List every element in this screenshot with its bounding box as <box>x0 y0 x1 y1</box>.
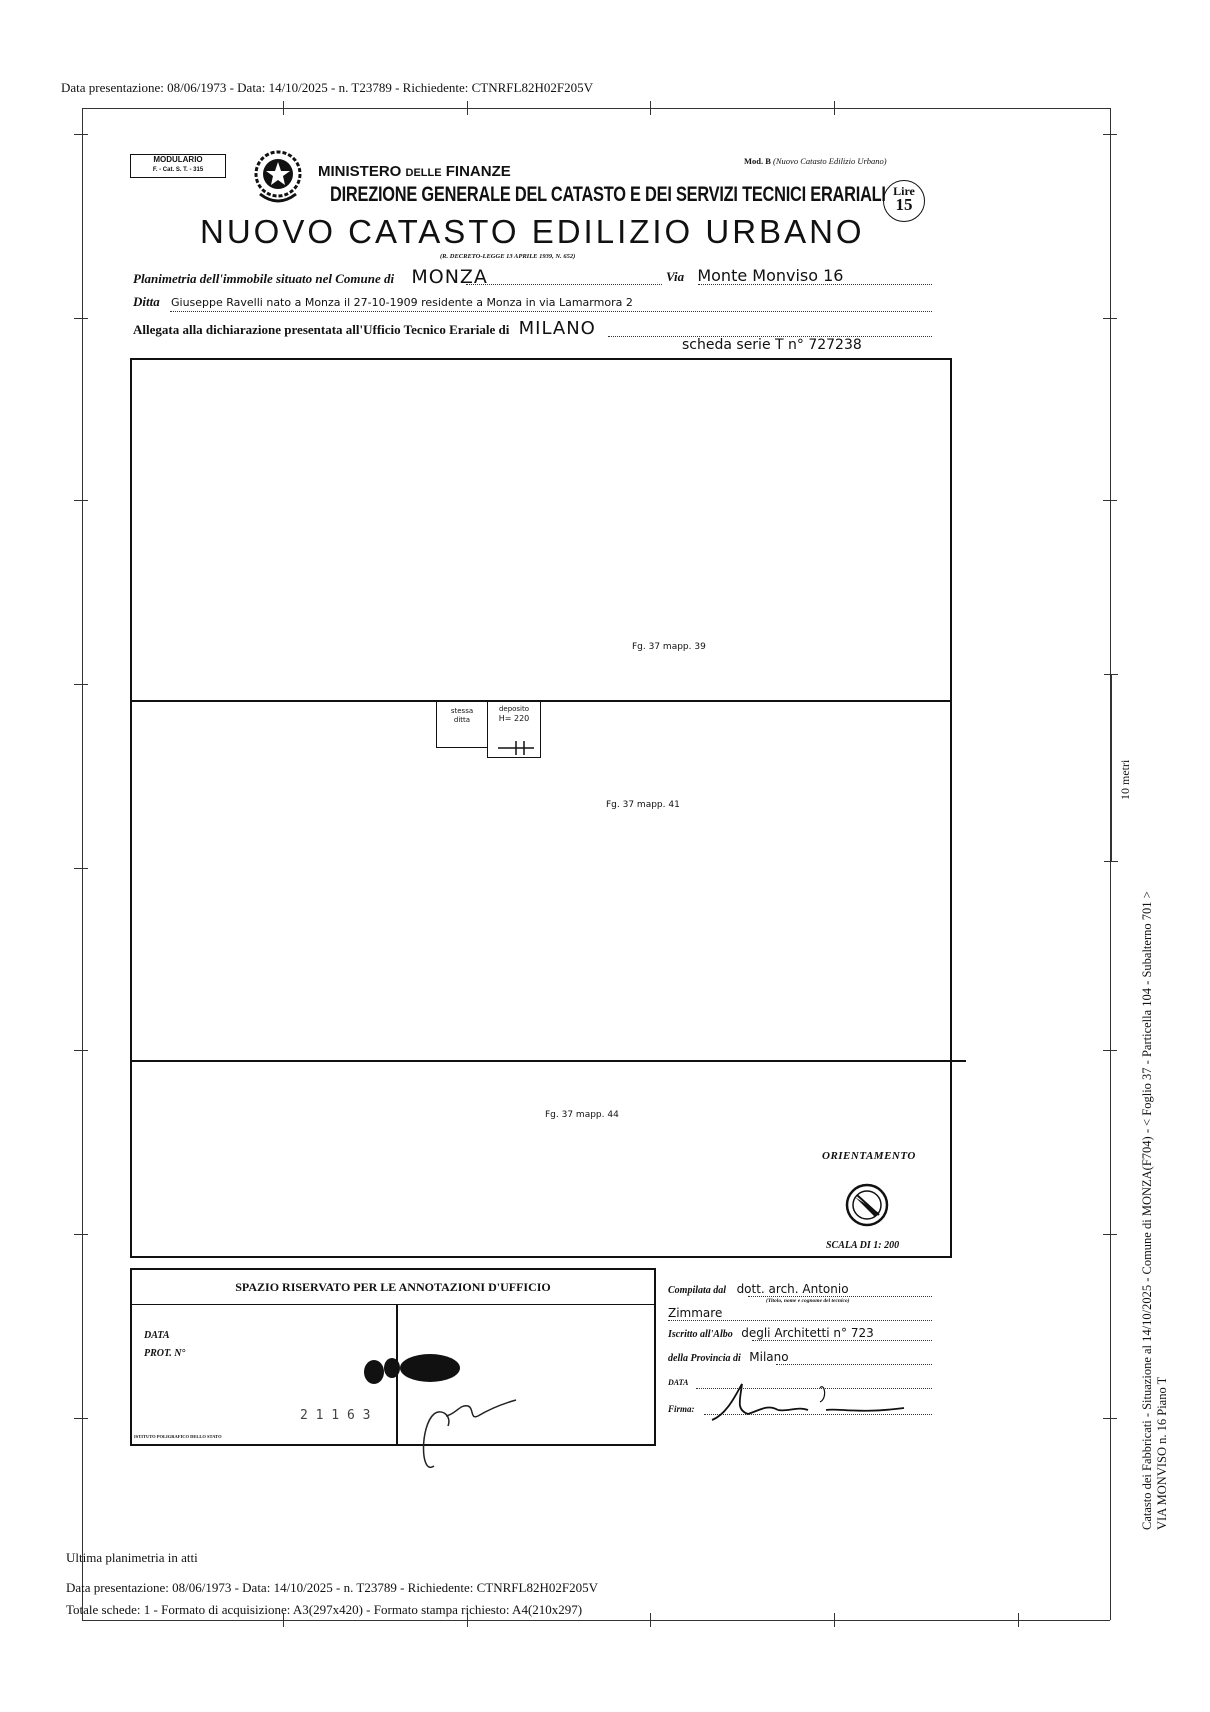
mod-b: Mod. B <box>744 156 771 166</box>
scale-bar-label: 10 metri <box>1118 759 1132 800</box>
tick <box>1103 318 1117 319</box>
side-line-2: VIA MONVISO n. 16 Piano T <box>1155 1376 1169 1530</box>
modulario-box <box>130 154 226 178</box>
iscritto-label: Iscritto all'Albo <box>668 1329 733 1340</box>
side-line-1: Catasto dei Fabbricati - Situazione al 14/10/2025 - Comune di MONZA(F704) - < Foglio 37 - Particella 104 - Subalterno 701 > <box>1140 891 1154 1530</box>
box2-line2: H= 220 <box>498 714 530 723</box>
orientamento-label: ORIENTAMENTO <box>822 1150 916 1162</box>
presentation-header: Data presentazione: 08/06/1973 - Data: 14/10/2025 - n. T23789 - Richiedente: CTNRFL82H02F205V <box>61 80 593 95</box>
planimetria-label: Planimetria dell'immobile situato nel Comune di <box>133 271 395 286</box>
via-value: Monte Monviso 16 <box>697 266 844 285</box>
lire-label: Lire <box>893 184 915 198</box>
north-arrow-icon <box>845 1183 889 1227</box>
compilata-underline-2 <box>668 1320 932 1321</box>
ministero-title <box>318 163 511 180</box>
comune-value: MONZA <box>411 266 488 288</box>
scala-label: SCALA DI 1: 200 <box>826 1240 900 1251</box>
tick <box>74 684 88 685</box>
redaction-mark <box>352 1352 472 1392</box>
office-box-title: SPAZIO RISERVATO PER LE ANNOTAZIONI D'UFFICIO <box>132 1270 654 1305</box>
parcel-label-41: Fg. 37 mapp. 41 <box>606 800 680 810</box>
scale-bar-end <box>1104 861 1118 862</box>
frame-left <box>82 108 83 1620</box>
tick <box>1103 500 1117 501</box>
compilata-row <box>668 1282 849 1296</box>
ditta-underline <box>170 311 932 312</box>
frame-right <box>1110 108 1111 1620</box>
via-label: Via <box>666 269 685 284</box>
compilata-value-2: Zimmare <box>668 1306 723 1320</box>
allegata-label: Allegata alla dichiarazione presentata all'Ufficio Tecnico Erariale di <box>133 322 510 337</box>
architect-signature <box>708 1380 908 1430</box>
ministero-finanze: FINANZE <box>445 163 511 180</box>
box1-line2: ditta <box>453 716 471 724</box>
tick <box>74 134 88 135</box>
tick <box>74 1050 88 1051</box>
mod-b-note: (Nuovo Catasto Edilizio Urbano) <box>773 156 887 166</box>
tick <box>1018 1613 1019 1627</box>
door-mark-icon <box>496 739 536 757</box>
iscritto-underline <box>752 1340 932 1341</box>
tick <box>650 101 651 115</box>
via-underline <box>698 284 932 285</box>
scale-bar <box>1111 674 1112 862</box>
tick <box>834 101 835 115</box>
parcel-label-39: Fg. 37 mapp. 39 <box>632 642 706 652</box>
stamp-number: 2 1 1 6 3 <box>300 1408 371 1423</box>
tick <box>467 101 468 115</box>
side-cadastral-info <box>1140 770 1170 1530</box>
tick <box>283 101 284 115</box>
compilata-data-label: DATA <box>668 1378 689 1387</box>
office-annotations-box <box>130 1268 656 1446</box>
tick <box>1103 1050 1117 1051</box>
footer-totale: Totale schede: 1 - Formato di acquisizione: A3(297x420) - Formato stampa richiesto: A4(210x297) <box>66 1602 583 1617</box>
ministero-word: MINISTERO <box>318 163 402 180</box>
modulario-label: MODULARIO <box>153 155 203 164</box>
office-prot-label: PROT. N° <box>144 1348 186 1359</box>
mod-b-label <box>744 156 887 166</box>
direzione-title: DIREZIONE GENERALE DEL CATASTO E DEI SERVIZI TECNICI ERARIALI <box>330 183 886 206</box>
box2-line1: deposito <box>498 705 530 713</box>
parcel-divider-2 <box>132 1060 966 1062</box>
ultima-planimetria: Ultima planimetria in atti <box>66 1550 198 1565</box>
firma-label: Firma: <box>668 1404 695 1414</box>
tick <box>74 1418 88 1419</box>
tick <box>650 1613 651 1627</box>
tick <box>1103 1234 1117 1235</box>
decreto-note: (R. DECRETO-LEGGE 13 APRILE 1939, N. 652) <box>440 253 576 260</box>
deposito-room <box>487 700 541 758</box>
provincia-underline <box>776 1364 932 1365</box>
compilata-underline <box>748 1296 932 1297</box>
comune-underline <box>466 284 662 285</box>
ministero-delle: DELLE <box>405 167 442 179</box>
iscritto-value: degli Architetti n° 723 <box>741 1326 874 1340</box>
lire-value: 15 <box>895 195 913 214</box>
via-row <box>666 266 843 285</box>
ufficio-value: MILANO <box>518 318 596 339</box>
floor-plan <box>130 358 952 1258</box>
provincia-row <box>668 1350 789 1364</box>
tick <box>74 1234 88 1235</box>
republic-emblem-icon <box>252 150 304 206</box>
lire-stamp <box>883 180 925 222</box>
parcel-divider-1 <box>132 700 950 702</box>
frame-top <box>82 108 1110 109</box>
parcel-label-44: Fg. 37 mapp. 44 <box>545 1110 619 1120</box>
allegata-row <box>133 318 596 339</box>
iscritto-row <box>668 1326 874 1340</box>
scale-bar-end <box>1104 674 1118 675</box>
ditta-row <box>133 294 633 310</box>
ditta-value: Giuseppe Ravelli nato a Monza il 27-10-1909 residente a Monza in via Lamarmora 2 <box>170 296 633 309</box>
tick <box>74 500 88 501</box>
office-signature <box>412 1396 532 1496</box>
compilata-label: Compilata dal <box>668 1285 727 1296</box>
titolo-note: (Titolo, nome e cognome del tecnico) <box>766 1298 850 1304</box>
tick <box>74 318 88 319</box>
box1-line1: stessa <box>450 707 474 715</box>
tick <box>834 1613 835 1627</box>
frame-bottom <box>82 1620 1110 1621</box>
tick <box>1103 1418 1117 1419</box>
planimetria-row <box>133 266 488 288</box>
modulario-code: F. - Cat. S. T. - 315 <box>152 167 204 173</box>
nuovo-catasto-title: NUOVO CATASTO EDILIZIO URBANO <box>200 213 865 250</box>
ditta-label: Ditta <box>133 294 160 309</box>
tick <box>1103 134 1117 135</box>
tick <box>74 868 88 869</box>
provincia-label: della Provincia di <box>668 1353 741 1364</box>
printer-credit: ISTITUTO POLIGRAFICO DELLO STATO <box>134 1434 222 1439</box>
office-data-label: DATA <box>144 1330 170 1341</box>
stessa-ditta-room <box>436 700 488 748</box>
scheda-value: scheda serie T n° 727238 <box>682 337 862 353</box>
footer-presentazione: Data presentazione: 08/06/1973 - Data: 14/10/2025 - n. T23789 - Richiedente: CTNRFL82H02F205V <box>66 1580 598 1595</box>
compilata-value: dott. arch. Antonio <box>736 1282 849 1296</box>
provincia-value: Milano <box>749 1350 789 1364</box>
